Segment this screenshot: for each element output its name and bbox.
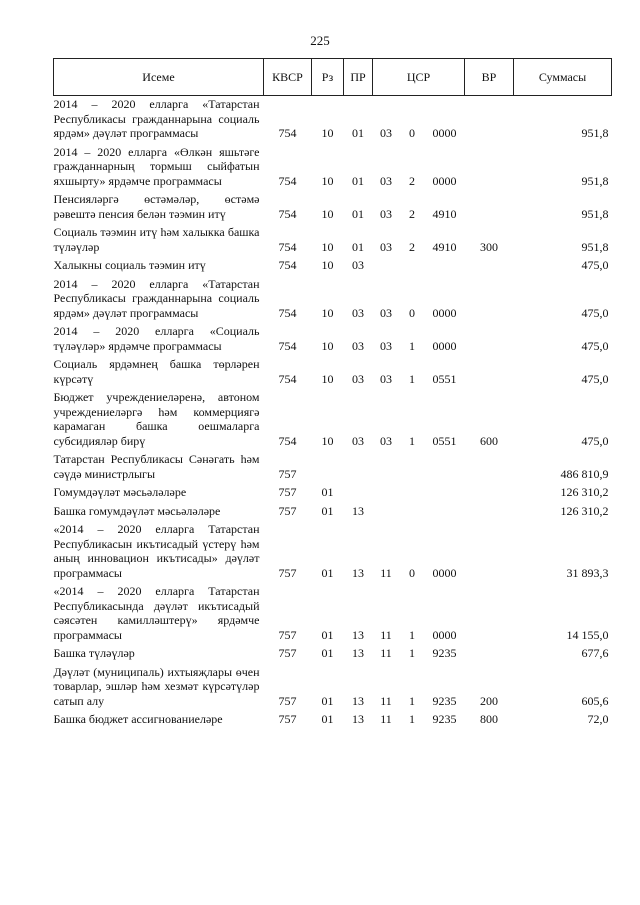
cell-csr-program: 11 bbox=[380, 712, 392, 726]
cell-sum: 605,6 bbox=[581, 693, 609, 708]
table-row bbox=[54, 521, 612, 583]
cell-csr-subprogram: 1 bbox=[409, 371, 415, 386]
cell-sum: 475,0 bbox=[581, 433, 609, 448]
cell-name: Социаль тәэмин итү һәм халыкка башка түләүләр bbox=[53, 225, 260, 254]
cell-csr-subprogram: 1 bbox=[409, 338, 415, 353]
cell-sum: 951,8 bbox=[581, 206, 609, 221]
cell-csr-subprogram: 1 bbox=[409, 646, 415, 660]
cell-csr-direction: 0000 bbox=[432, 565, 457, 580]
cell-csr-subprogram: 1 bbox=[409, 433, 415, 448]
cell-csr-program bbox=[373, 451, 400, 484]
cell-rz: 10 bbox=[321, 126, 334, 140]
cell-rz: 01 bbox=[321, 693, 334, 708]
cell-csr-program: 03 bbox=[380, 126, 392, 140]
cell-name: Башка бюджет ассигнованиеләре bbox=[53, 712, 223, 726]
cell-sum: 951,8 bbox=[581, 239, 609, 254]
cell-kvsr: 754 bbox=[278, 126, 297, 140]
cell-csr-program: 11 bbox=[380, 565, 392, 580]
cell-rz: 01 bbox=[321, 503, 334, 518]
cell-csr-direction: 9235 bbox=[432, 712, 457, 726]
cell-sum: 14 155,0 bbox=[566, 627, 609, 642]
cell-csr-program bbox=[373, 503, 400, 522]
cell-vr bbox=[465, 356, 514, 389]
cell-csr-direction: 4910 bbox=[432, 206, 457, 221]
cell-vr bbox=[465, 583, 514, 645]
cell-csr-program: 03 bbox=[380, 305, 392, 320]
cell-csr-direction bbox=[425, 257, 465, 276]
cell-pr: 13 bbox=[352, 627, 364, 642]
cell-rz bbox=[312, 451, 344, 484]
cell-csr-program: 03 bbox=[380, 173, 392, 188]
cell-pr: 01 bbox=[352, 173, 364, 188]
header-name: Исеме bbox=[54, 59, 264, 96]
cell-kvsr: 757 bbox=[278, 565, 297, 580]
cell-csr-subprogram: 1 bbox=[409, 712, 415, 726]
cell-csr-program: 03 bbox=[380, 371, 392, 386]
cell-csr-direction: 0551 bbox=[432, 371, 457, 386]
header-rz: Рз bbox=[312, 59, 344, 96]
cell-csr-program: 11 bbox=[380, 627, 392, 642]
cell-kvsr: 757 bbox=[278, 627, 297, 642]
cell-csr-direction: 4910 bbox=[432, 239, 457, 254]
cell-sum: 486 810,9 bbox=[560, 466, 609, 481]
cell-rz: 10 bbox=[321, 338, 334, 353]
cell-csr-subprogram: 2 bbox=[409, 173, 415, 188]
table-body bbox=[54, 96, 612, 730]
table-row bbox=[54, 96, 612, 144]
cell-sum: 72,0 bbox=[587, 712, 609, 726]
cell-rz: 10 bbox=[321, 173, 334, 188]
header-vr: ВР bbox=[465, 59, 514, 96]
cell-pr: 13 bbox=[352, 503, 364, 518]
cell-vr bbox=[465, 503, 514, 522]
cell-csr-direction: 9235 bbox=[432, 646, 457, 660]
cell-rz: 10 bbox=[321, 239, 334, 254]
cell-vr bbox=[465, 191, 514, 224]
cell-csr-direction bbox=[425, 451, 465, 484]
cell-sum: 31 893,3 bbox=[566, 565, 609, 580]
cell-csr-subprogram: 2 bbox=[409, 239, 415, 254]
table-row bbox=[54, 224, 612, 257]
cell-csr-direction bbox=[425, 484, 465, 503]
cell-vr: 800 bbox=[480, 712, 499, 726]
table-row bbox=[54, 356, 612, 389]
cell-name: «2014 – 2020 елларга Татарстан Республикасын икътисадый үстерү һәм аның инновацион икътисады» дәүләт программасы bbox=[53, 522, 260, 580]
cell-pr: 13 bbox=[352, 646, 364, 660]
cell-rz: 01 bbox=[321, 485, 334, 499]
cell-kvsr: 754 bbox=[278, 338, 297, 353]
cell-vr bbox=[465, 276, 514, 324]
header-pr: ПР bbox=[344, 59, 373, 96]
cell-kvsr: 757 bbox=[278, 712, 297, 726]
cell-rz: 01 bbox=[321, 565, 334, 580]
cell-sum: 475,0 bbox=[581, 258, 609, 272]
cell-csr-direction: 0551 bbox=[432, 433, 457, 448]
cell-kvsr: 754 bbox=[278, 258, 297, 272]
cell-name: 2014 – 2020 елларга «Татарстан Республикасы гражданнарына социаль ярдәм» дәүләт программасы bbox=[53, 97, 260, 140]
cell-pr: 01 bbox=[352, 239, 364, 254]
cell-csr-subprogram: 1 bbox=[409, 693, 415, 708]
cell-rz: 10 bbox=[321, 258, 334, 272]
cell-kvsr: 754 bbox=[278, 371, 297, 386]
cell-name: Социаль ярдәмнең башка төрләрен күрсәтү bbox=[53, 357, 260, 386]
cell-kvsr: 754 bbox=[278, 173, 297, 188]
cell-kvsr: 757 bbox=[278, 485, 297, 499]
cell-kvsr: 754 bbox=[278, 433, 297, 448]
table-row bbox=[54, 257, 612, 276]
cell-csr-subprogram: 0 bbox=[409, 126, 415, 140]
cell-csr-subprogram bbox=[400, 503, 425, 522]
cell-kvsr: 754 bbox=[278, 206, 297, 221]
cell-sum: 475,0 bbox=[581, 338, 609, 353]
cell-sum: 475,0 bbox=[581, 305, 609, 320]
table-header-row bbox=[54, 59, 612, 96]
cell-name: Татарстан Республикасы Сәнәгать һәм сәүдә министрлыгы bbox=[53, 452, 260, 481]
cell-csr-direction bbox=[425, 503, 465, 522]
cell-vr bbox=[465, 645, 514, 664]
header-sum: Суммасы bbox=[514, 59, 612, 96]
cell-kvsr: 754 bbox=[278, 305, 297, 320]
page-number: 225 bbox=[310, 33, 330, 48]
cell-csr-direction: 9235 bbox=[432, 693, 457, 708]
cell-pr: 01 bbox=[352, 126, 364, 140]
cell-vr bbox=[465, 144, 514, 192]
cell-csr-direction: 0000 bbox=[432, 173, 457, 188]
cell-kvsr: 754 bbox=[278, 239, 297, 254]
cell-csr-subprogram: 2 bbox=[409, 206, 415, 221]
cell-vr bbox=[465, 521, 514, 583]
cell-pr: 13 bbox=[352, 565, 364, 580]
cell-name: Халыкны социаль тәэмин итү bbox=[53, 258, 206, 272]
cell-csr-direction: 0000 bbox=[432, 305, 457, 320]
table-row bbox=[54, 323, 612, 356]
cell-vr: 600 bbox=[480, 433, 499, 448]
table-row bbox=[54, 503, 612, 522]
cell-csr-program: 11 bbox=[380, 693, 392, 708]
cell-csr-program: 03 bbox=[380, 239, 392, 254]
cell-csr-program: 03 bbox=[380, 338, 392, 353]
cell-name: 2014 – 2020 елларга «Социаль түләүләр» ярдәмче программасы bbox=[53, 324, 260, 353]
cell-vr bbox=[465, 451, 514, 484]
header-csr: ЦСР bbox=[373, 59, 465, 96]
cell-csr-subprogram bbox=[400, 451, 425, 484]
table-row bbox=[54, 191, 612, 224]
table-row bbox=[54, 583, 612, 645]
cell-pr: 03 bbox=[352, 305, 364, 320]
cell-kvsr: 757 bbox=[278, 646, 297, 660]
cell-csr-program: 03 bbox=[380, 433, 392, 448]
header-kvsr: КВСР bbox=[264, 59, 312, 96]
cell-name: 2014 – 2020 елларга «Татарстан Республикасы гражданнарына социаль ярдәм» дәүләт программасы bbox=[53, 276, 260, 320]
cell-csr-subprogram: 1 bbox=[409, 627, 415, 642]
cell-name: «2014 – 2020 елларга Татарстан Республикасында дәүләт икътисадый сәясәтен камилләштерү» ярдәмче программасы bbox=[53, 584, 260, 642]
table-row bbox=[54, 144, 612, 192]
cell-kvsr: 757 bbox=[278, 693, 297, 708]
table-row bbox=[54, 645, 612, 664]
cell-pr: 13 bbox=[352, 693, 364, 708]
cell-sum: 126 310,2 bbox=[560, 485, 609, 499]
cell-pr: 01 bbox=[352, 206, 364, 221]
cell-csr-subprogram: 0 bbox=[409, 305, 415, 320]
cell-sum: 126 310,2 bbox=[560, 503, 609, 518]
cell-pr bbox=[344, 484, 373, 503]
cell-vr bbox=[465, 484, 514, 503]
cell-pr: 03 bbox=[352, 258, 364, 272]
cell-csr-direction: 0000 bbox=[432, 126, 457, 140]
cell-rz: 10 bbox=[321, 206, 334, 221]
table-row bbox=[54, 484, 612, 503]
cell-csr-program: 03 bbox=[380, 206, 392, 221]
cell-rz: 01 bbox=[321, 627, 334, 642]
cell-rz: 10 bbox=[321, 371, 334, 386]
cell-pr: 13 bbox=[352, 712, 364, 726]
cell-rz: 01 bbox=[321, 712, 334, 726]
cell-vr bbox=[465, 96, 514, 144]
cell-name: Дәүләт (муниципаль) ихтыяҗлары өчен товарлар, эшләр һәм хезмәт күрсәтүләр сатып алу bbox=[53, 664, 260, 708]
table-row bbox=[54, 276, 612, 324]
cell-vr: 200 bbox=[480, 693, 499, 708]
budget-table bbox=[53, 58, 612, 730]
cell-vr bbox=[465, 323, 514, 356]
cell-vr: 300 bbox=[480, 239, 499, 254]
cell-csr-program bbox=[373, 257, 400, 276]
cell-sum: 951,8 bbox=[581, 126, 609, 140]
table-row bbox=[54, 711, 612, 730]
cell-name: Гомумдәүләт мәсьәләләре bbox=[53, 485, 187, 499]
cell-csr-subprogram bbox=[400, 484, 425, 503]
cell-vr bbox=[465, 257, 514, 276]
cell-pr: 03 bbox=[352, 338, 364, 353]
cell-name: Пенсияләргә өстәмәләр, өстәмә рәвештә пенсия белән тәэмин итү bbox=[53, 192, 260, 221]
cell-csr-program: 11 bbox=[380, 646, 392, 660]
cell-pr: 03 bbox=[352, 371, 364, 386]
cell-rz: 01 bbox=[321, 646, 334, 660]
cell-csr-subprogram: 0 bbox=[409, 565, 415, 580]
cell-pr: 03 bbox=[352, 433, 364, 448]
cell-rz: 10 bbox=[321, 305, 334, 320]
table-row bbox=[54, 389, 612, 451]
cell-name: Башка гомумдәүләт мәсьәләләре bbox=[53, 503, 221, 518]
cell-name: Башка түләүләр bbox=[53, 646, 135, 660]
cell-sum: 475,0 bbox=[581, 371, 609, 386]
cell-name: Бюджет учреждениеләренә, автоном учреждениеләргә һәм коммерциягә карамаган башка оешмаларга субсидияләр бирү bbox=[53, 390, 260, 448]
cell-pr bbox=[344, 451, 373, 484]
cell-csr-program bbox=[373, 484, 400, 503]
cell-name: 2014 – 2020 елларга «Өлкән яшьтәге гражданнарның тормыш сыйфатын яхшырту» ярдәмче программасы bbox=[53, 144, 260, 188]
cell-kvsr: 757 bbox=[278, 503, 297, 518]
cell-sum: 951,8 bbox=[581, 173, 609, 188]
table-row bbox=[54, 451, 612, 484]
cell-csr-direction: 0000 bbox=[432, 338, 457, 353]
cell-sum: 677,6 bbox=[581, 646, 609, 660]
cell-rz: 10 bbox=[321, 433, 334, 448]
cell-csr-subprogram bbox=[400, 257, 425, 276]
cell-csr-direction: 0000 bbox=[432, 627, 457, 642]
table-row bbox=[54, 664, 612, 712]
cell-kvsr: 757 bbox=[278, 466, 297, 481]
